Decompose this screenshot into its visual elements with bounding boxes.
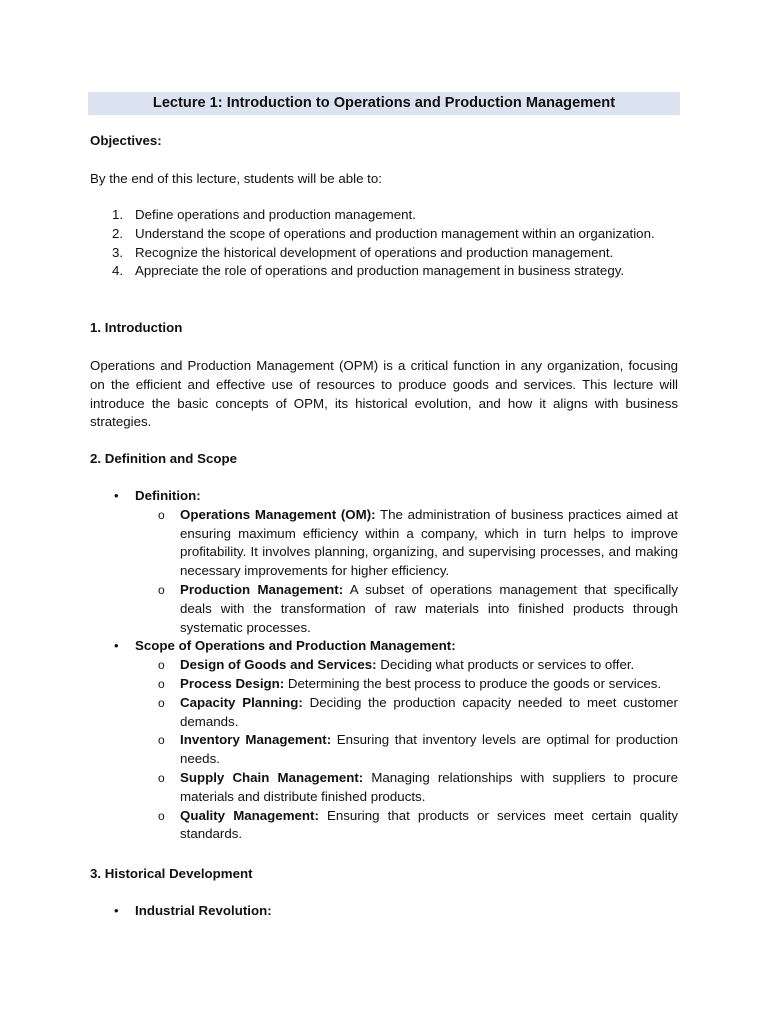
introduction-body: Operations and Production Management (OPM) is a critical function in any organization, focusing on the efficient and effective use of resources to produce goods and services. This lecture will introduce the basic concepts of OPM, its historical evolution, and how it aligns with business strategies.: [90, 358, 678, 430]
bullet-marker: •: [114, 903, 119, 918]
definition-scope-list-block: [90, 487, 678, 844]
objectives-section: [90, 132, 678, 151]
scope-text: Ensuring that inventory levels are optimal for production needs.: [180, 732, 678, 767]
objective-number: 1.: [112, 207, 124, 222]
objective-item: [90, 225, 678, 244]
scope-text: Deciding the production capacity needed to meet customer demands.: [180, 694, 678, 729]
objectives-intro: By the end of this lecture, students will be able to:: [90, 171, 382, 186]
introduction-heading: 1. Introduction: [90, 320, 183, 335]
objective-number: 4.: [112, 263, 124, 279]
scope-item: [135, 656, 678, 675]
historical-list-block: [90, 902, 678, 921]
objective-text: Recognize the historical development of operations and production management.: [135, 244, 614, 260]
definition-text: The administration of business practices aimed at ensuring maximum efficiency within a company, which in turn helps to improve profitability. It involves planning, organizing, and supervising processes, and making necessary improvements for higher efficiency.: [180, 506, 679, 579]
definition-sublist: [135, 506, 678, 638]
scope-term: Capacity Planning:: [180, 694, 303, 710]
definition-text: A subset of operations management that specifically deals with the transformation of raw materials into finished products through systematic processes.: [180, 581, 678, 635]
scope-text: Deciding what products or services to offer.: [376, 657, 635, 673]
scope-item: [135, 769, 678, 807]
historical-heading: 3. Historical Development: [90, 866, 253, 881]
sub-marker: o: [158, 658, 165, 673]
definition-item: [135, 506, 678, 581]
objectives-list: [90, 206, 678, 281]
objective-number: 3.: [112, 244, 124, 260]
scope-item: [135, 731, 678, 769]
scope-item: [135, 675, 678, 694]
scope-text: Ensuring that products or services meet certain quality standards.: [180, 807, 679, 842]
objective-item: [90, 262, 678, 281]
sub-marker: o: [158, 733, 165, 748]
lecture-title-bar: [88, 92, 680, 115]
definition-term: Operations Management (OM):: [180, 506, 376, 522]
bullet-marker: •: [114, 488, 119, 503]
scope-term: Supply Chain Management:: [180, 769, 364, 785]
definition-scope-heading-block: [90, 450, 678, 469]
definition-bullet: [90, 487, 678, 637]
sub-marker: o: [158, 507, 165, 522]
scope-label: Scope of Operations and Production Management:: [135, 638, 456, 654]
scope-sublist: [135, 656, 678, 844]
sub-marker: o: [158, 808, 165, 823]
historical-heading-block: [90, 865, 678, 884]
lecture-title: Lecture 1: Introduction to Operations and Production Management: [152, 95, 616, 112]
scope-term: Inventory Management:: [180, 732, 332, 748]
objective-item: [90, 244, 678, 263]
definition-item: [135, 581, 678, 637]
scope-term: Design of Goods and Services:: [180, 657, 377, 673]
bullet-marker: •: [114, 638, 119, 654]
sub-marker: o: [158, 582, 165, 597]
introduction-body-block: [90, 357, 678, 432]
objectives-intro-block: [90, 170, 678, 189]
objective-number: 2.: [112, 225, 124, 241]
sub-marker: o: [158, 676, 165, 691]
sub-marker: o: [158, 695, 165, 710]
definition-label: Definition:: [135, 488, 201, 503]
scope-bullet: [90, 637, 678, 844]
definition-scope-list: [90, 487, 678, 844]
definition-scope-heading: 2. Definition and Scope: [90, 451, 238, 466]
historical-bullet: [90, 902, 678, 921]
objective-text: Define operations and production management.: [135, 207, 416, 222]
scope-item: [135, 807, 678, 845]
objective-text: Understand the scope of operations and production management within an organization.: [135, 225, 655, 241]
objective-item: [90, 206, 678, 225]
industrial-revolution-label: Industrial Revolution:: [135, 903, 272, 918]
introduction-heading-block: [90, 319, 678, 338]
scope-text: Managing relationships with suppliers to procure materials and distribute finished products.: [180, 769, 678, 804]
historical-list: [90, 902, 678, 921]
definition-term: Production Management:: [180, 581, 344, 597]
objectives-list-block: [90, 206, 678, 281]
sub-marker: o: [158, 770, 165, 785]
scope-term: Quality Management:: [180, 807, 319, 823]
scope-text: Determining the best process to produce the goods or services.: [284, 675, 662, 691]
objective-text: Appreciate the role of operations and production management in business strategy.: [135, 263, 625, 279]
scope-term: Process Design:: [180, 675, 285, 691]
scope-item: [135, 694, 678, 732]
objectives-heading: Objectives:: [90, 133, 162, 148]
